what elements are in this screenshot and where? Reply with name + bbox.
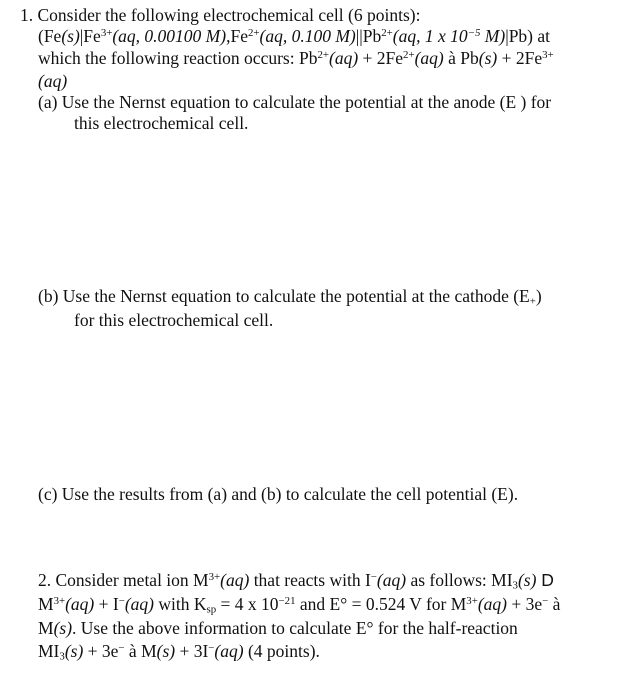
cell-notation: ($Fe(s)|Fe^{3+}(aq$, 0.00100 $M),Fe^{2+}(aq$, 0.100 $M)||Pb^{2+}(aq$, 1 x $10^{-5}$ M)|Pb) at xyxy=(38,26,551,46)
part-a-line-2: this electrochemical cell. xyxy=(74,113,249,133)
part-b-line-1: (b) Use the Nernst equation to calculate the potential at the cathode $(E_+)$ xyxy=(38,286,542,308)
part-b-line-2: for this electrochemical cell. xyxy=(74,310,274,330)
part-a-line-1: (a) Use the Nernst equation to calculate the potential at the anode (E ) for xyxy=(38,92,552,112)
reaction-line: which the following reaction occurs: $Pb^{2+}(aq) + 2Fe^{2+}(aq)$ à $Pb(s) + 2Fe^{3+}$ xyxy=(38,48,554,68)
question-2-line-3: M(s). Use the above information to calculate E° for the half-reaction xyxy=(38,618,518,638)
question-2-line-4: $MI_3(s) + 3e^-$ à M(s) + 3I−(aq) (4 points). xyxy=(38,641,320,663)
question-2-line-2: $M^{3+}(aq) + I^-(aq)$ with $K_{sp} = 4$ x $10^{-21}$ and E° = 0.524 V for $M^{3+}(aq) + 3e^-$ à xyxy=(38,594,561,616)
reaction-line-cont: (aq) xyxy=(38,71,68,91)
question-1-intro: 1. Consider the following electrochemical cell (6 points): xyxy=(20,5,421,25)
part-c-line: (c) Use the results from (a) and (b) to calculate the cell potential (E). xyxy=(38,484,519,504)
question-2-line-1: 2. Consider metal ion $M^{3+}(aq)$ that reacts with I−(aq) as follows: $MI_3(s)$ D xyxy=(38,570,554,592)
